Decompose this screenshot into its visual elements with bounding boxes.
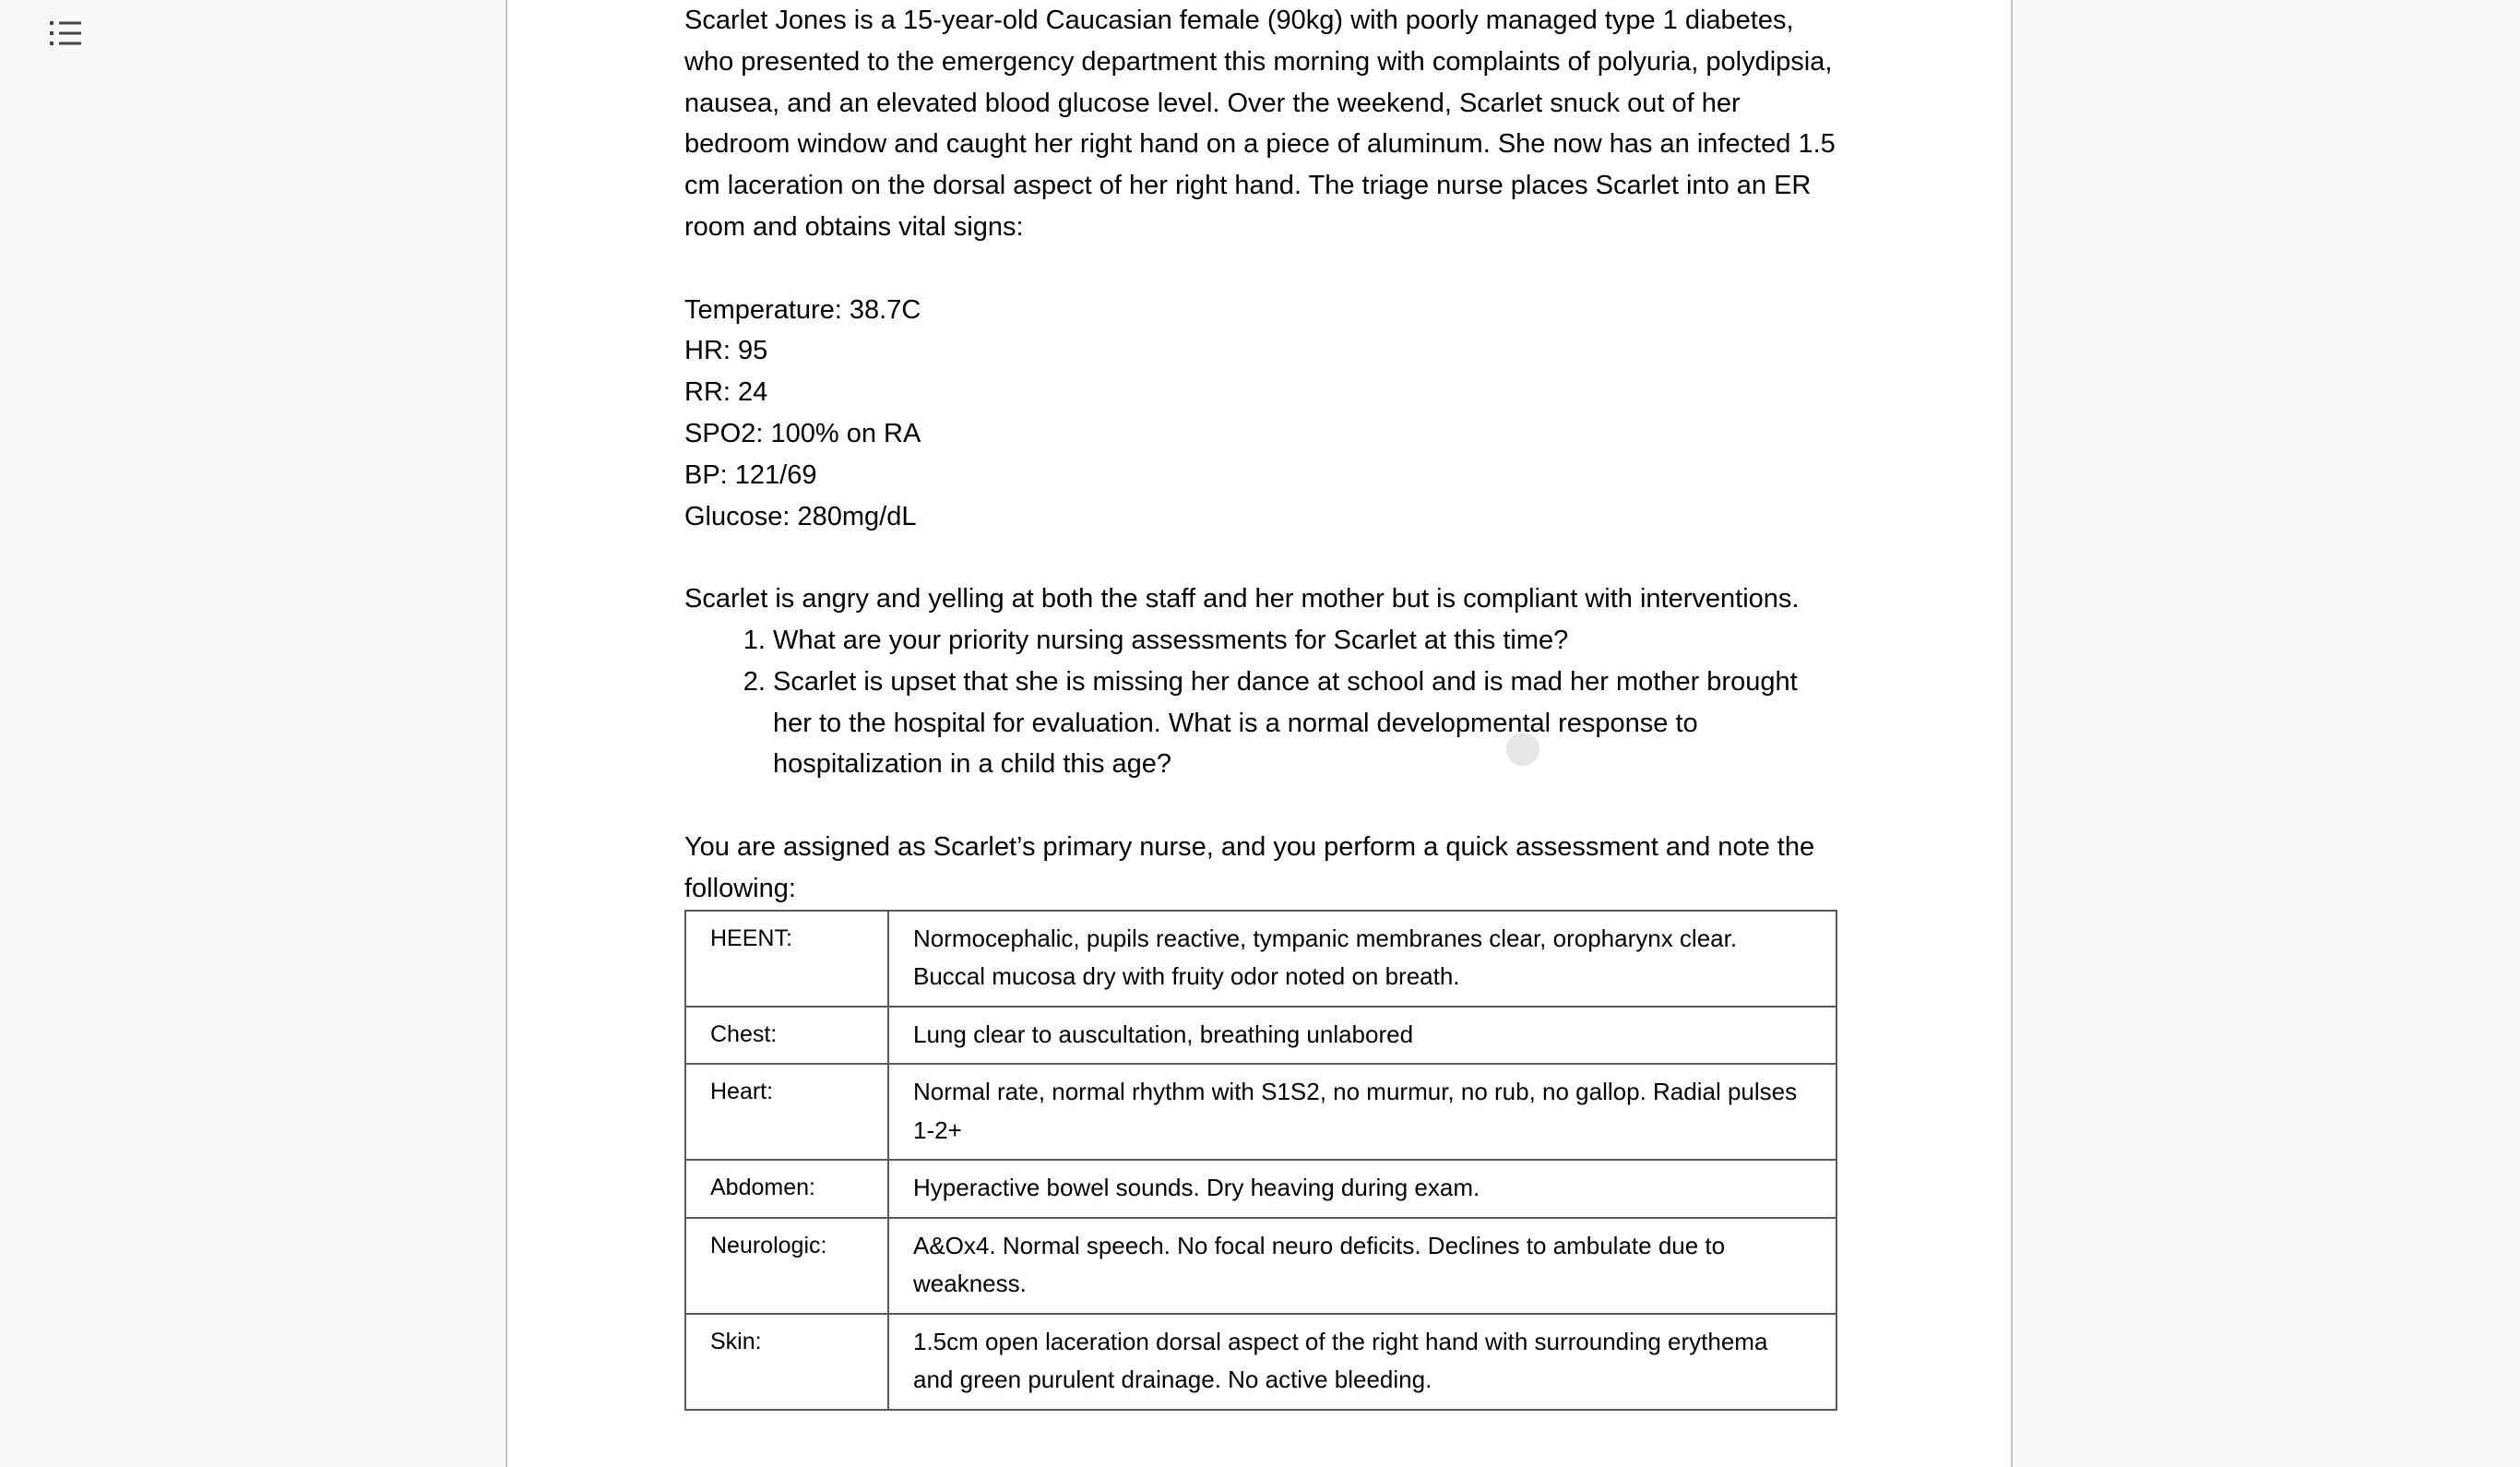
table-finding-cell: Hyperactive bowel sounds. Dry heaving during exam.: [888, 1160, 1837, 1218]
vital-temperature: Temperature: 38.7C: [684, 294, 921, 325]
table-row: [685, 1064, 1837, 1160]
question-item: 1. What are your priority nursing assessments for Scarlet at this time?: [773, 620, 1837, 662]
behavior-paragraph: Scarlet is angry and yelling at both the staff and her mother but is compliant with interventions.: [684, 584, 1800, 614]
table-row: [685, 911, 1837, 1007]
table-finding-cell: 1.5cm open laceration dorsal aspect of the right hand with surrounding erythema and green purulent drainage. No active bleeding.: [888, 1314, 1837, 1410]
table-finding-cell: A&Ox4. Normal speech. No focal neuro deficits. Declines to ambulate due to weakness.: [888, 1218, 1837, 1314]
table-label-cell: Heart:: [685, 1064, 888, 1160]
table-finding-cell: Lung clear to auscultation, breathing unlabored: [888, 1007, 1837, 1065]
vital-bp: BP: 121/69: [684, 459, 817, 490]
assessment-intro: You are assigned as Scarlet’s primary nurse, and you perform a quick assessment and note the following:: [684, 831, 1815, 903]
vital-spo2: SPO2: 100% on RA: [684, 418, 921, 448]
outline-icon[interactable]: [37, 13, 92, 57]
table-finding-cell: Normocephalic, pupils reactive, tympanic membranes clear, oropharynx clear. Buccal mucosa dry with fruity odor noted on breath.: [888, 911, 1837, 1007]
question-list: [684, 620, 1837, 785]
assessment-table: [684, 910, 1837, 1411]
vital-rr: RR: 24: [684, 377, 768, 408]
document-page[interactable]: [505, 0, 2013, 1467]
table-finding-cell: Normal rate, normal rhythm with S1S2, no murmur, no rub, no gallop. Radial pulses 1-2+: [888, 1064, 1837, 1160]
vital-glucose: Glucose: 280mg/dL: [684, 501, 917, 531]
table-label-cell: Skin:: [685, 1314, 888, 1410]
table-row: [685, 1314, 1837, 1410]
table-label-cell: Neurologic:: [685, 1218, 888, 1314]
document-body[interactable]: [684, 0, 1837, 1411]
vital-hr: HR: 95: [684, 336, 768, 366]
intro-paragraph: Scarlet Jones is a 15-year-old Caucasian female (90kg) with poorly managed type 1 diabetes, who presented to the emergency department this morning with complaints of polyuria, polydipsia, nausea, and an elevated blood glucose level. Over the weekend, Scarlet snuck out of her bedroom window and caught her right hand on a piece of aluminum. She now has an infected 1.5 cm laceration on the dorsal aspect of her right hand. The triage nurse places Scarlet into an ER room and obtains vital signs:: [684, 6, 1836, 242]
cursor-indicator: [1506, 733, 1539, 766]
question-item: 2. Scarlet is upset that she is missing her dance at school and is mad her mother brought her to the hospital for evaluation. What is a normal developmental response to hospitalization in a child this age?: [773, 662, 1837, 785]
table-row: [685, 1160, 1837, 1218]
table-row: [685, 1218, 1837, 1314]
table-row: [685, 1007, 1837, 1065]
table-label-cell: Abdomen:: [685, 1160, 888, 1218]
table-label-cell: Chest:: [685, 1007, 888, 1065]
table-label-cell: HEENT:: [685, 911, 888, 1007]
